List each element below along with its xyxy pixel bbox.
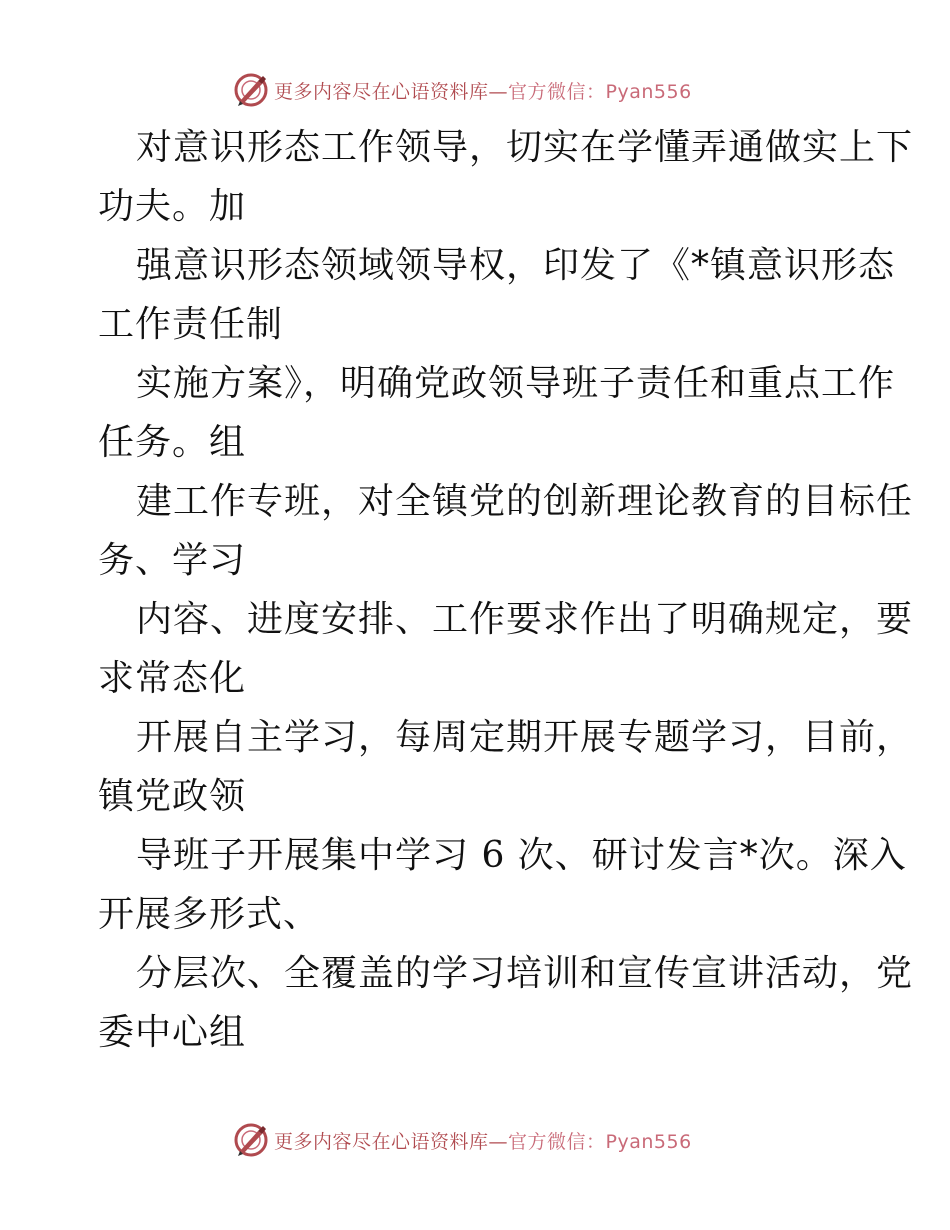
header-banner-accent: 官方微信：Pyan556 xyxy=(508,80,692,103)
paragraph xyxy=(0,590,950,708)
paragraph xyxy=(0,118,950,236)
paragraph-line: 求常态化 xyxy=(98,658,247,699)
paragraph-line: 任务。组 xyxy=(98,422,247,463)
paragraph-line: 实施方案》，明确党政领导班子责任和重点工作 xyxy=(136,363,896,404)
paragraph-line: 镇党政领 xyxy=(98,776,247,817)
paragraph-line: 工作责任制 xyxy=(98,304,284,345)
paragraph-line: 开展自主学习，每周定期开展专题学习，目前， xyxy=(136,717,914,758)
paragraph xyxy=(0,236,950,354)
paragraph xyxy=(0,472,950,590)
footer-banner-main: 更多内容尽在心语资料库 xyxy=(274,1130,489,1153)
paragraph-line: 强意识形态领域领导权，印发了《*镇意识形态 xyxy=(136,245,896,286)
header-watermark-banner xyxy=(232,70,712,110)
body-text xyxy=(0,118,950,1062)
paragraph xyxy=(0,944,950,1062)
pen-logo-icon xyxy=(232,1121,270,1159)
paragraph-line: 分层次、全覆盖的学习培训和宣传宣讲活动，党 xyxy=(136,953,914,994)
paragraph xyxy=(0,354,950,472)
paragraph-line: 对意识形态工作领导，切实在学懂弄通做实上下 xyxy=(136,127,914,168)
paragraph-line: 务、学习 xyxy=(98,540,247,581)
paragraph-line: 开展多形式、 xyxy=(98,894,321,935)
header-banner-dash: — xyxy=(488,80,509,103)
paragraph-line: 内容、进度安排、工作要求作出了明确规定，要 xyxy=(136,599,914,640)
header-banner-main: 更多内容尽在心语资料库 xyxy=(274,80,489,103)
paragraph-line: 导班子开展集中学习 6 次、研讨发言*次。深入 xyxy=(136,835,907,876)
footer-watermark-banner xyxy=(232,1120,712,1160)
paragraph xyxy=(0,826,950,944)
paragraph-line: 建工作专班，对全镇党的创新理论教育的目标任 xyxy=(136,481,914,522)
footer-banner-accent: 官方微信：Pyan556 xyxy=(508,1130,692,1153)
paragraph xyxy=(0,708,950,826)
footer-banner-dash: — xyxy=(488,1130,509,1153)
header-banner-text xyxy=(274,77,692,104)
paragraph-line: 委中心组 xyxy=(98,1012,247,1053)
paragraph-line: 功夫。加 xyxy=(98,186,247,227)
footer-banner-text xyxy=(274,1127,692,1154)
pen-logo-icon xyxy=(232,71,270,109)
